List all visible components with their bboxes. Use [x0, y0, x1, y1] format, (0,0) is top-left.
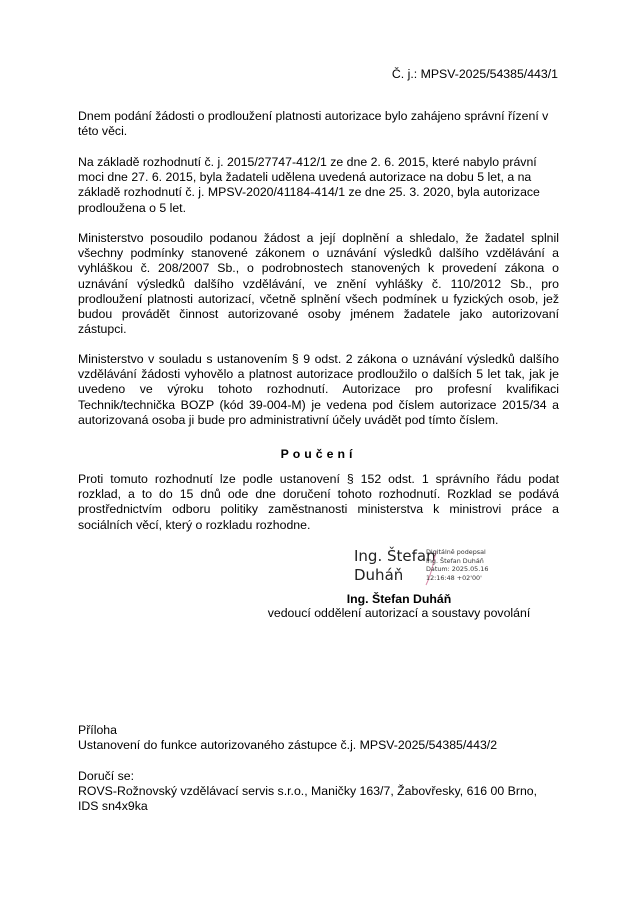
attachment-section [78, 723, 497, 753]
paragraph-previous-decisions: Na základě rozhodnutí č. j. 2015/27747-412/1 ze dne 2. 6. 2015, které nabylo právní moci dne 27. 6. 2015, byla žadateli udělena uvedená autorizace na dobu 5 let, a na základě rozhodnutí č. j. MPSV-2020/41184-414/1 ze dne 25. 3. 2020, byla autorizace prodloužena o 5 let. [78, 155, 540, 215]
paragraph-decision: Ministerstvo v souladu s ustanovením § 9 odst. 2 zákona o uznávání výsledků dalšího vzdělávání žádosti vyhovělo a platnost autorizace prodloužilo o dalších 5 let tak, jak je uvedeno ve výroku tohoto rozhodnutí. Autorizace pro profesní kvalifikaci Technik/technička BOZP (kód 39-004-M) je vedena pod číslem autorizace 2015/34 a autorizovaná osoba ji bude pro administrativní účely uvádět pod tímto číslem. [78, 352, 559, 427]
delivery-address: ROVS-Rožnovský vzdělávací servis s.r.o., Maničky 163/7, Žabovřesky, 616 00 Brno, [78, 784, 538, 799]
attachment-text: Ustanovení do funkce autorizovaného zástupce č.j. MPSV-2025/54385/443/2 [78, 738, 498, 753]
paragraph-proceedings: Dnem podání žádosti o prodloužení platnosti autorizace bylo zahájeno správní řízení v této věci. [78, 109, 549, 139]
attachment-label: Příloha [78, 723, 117, 737]
instruction-text: Proti tomuto rozhodnutí lze podle ustanovení § 152 odst. 1 správního řádu podat rozklad, a to do 15 dnů ode dne doručení tohoto rozhodnutí. Rozklad se podává prostřednictvím odboru politiky zaměstnanosti ministerstva k ministrovi práce a sociálních věcí, který o rozkladu rozhodne. [78, 472, 559, 532]
digital-signature [348, 545, 528, 587]
instruction-heading: Poučení [280, 447, 357, 461]
signature-name: Ing. Štefan Duháň [354, 547, 436, 584]
delivery-label: Doručí se: [78, 769, 135, 783]
signer-name: Ing. Štefan Duháň [346, 592, 452, 606]
signer-title: vedoucí oddělení autorizací a soustavy povolání [267, 606, 531, 620]
paragraph-assessment: Ministerstvo posoudilo podanou žádost a její doplnění a shledalo, že žadatel splnil všechny podmínky stanovené zákonem o uznávání výsledků dalšího vzdělávání a vyhláškou č. 208/2007 Sb., o podrobnostech stanovených k provedení zákona o uznávání výsledků dalšího vzdělávání, ve znění vyhlášky č. 110/2012 Sb., pro prodloužení platnosti autorizací, včetně splnění všech podmínek u fyzických osob, jež budou provádět činnost autorizované osoby jménem žadatele jako autorizovaní zástupci. [78, 231, 559, 337]
delivery-ids: IDS sn4x9ka [78, 799, 148, 814]
signature-stamp: Digitálně podepsal Ing. Štefan Duháň Datum: 2025.05.16 12:16:48 +02'00' [426, 548, 489, 582]
delivery-section [78, 769, 537, 815]
reference-number: Č. j.: MPSV-2025/54385/443/1 [391, 67, 558, 81]
